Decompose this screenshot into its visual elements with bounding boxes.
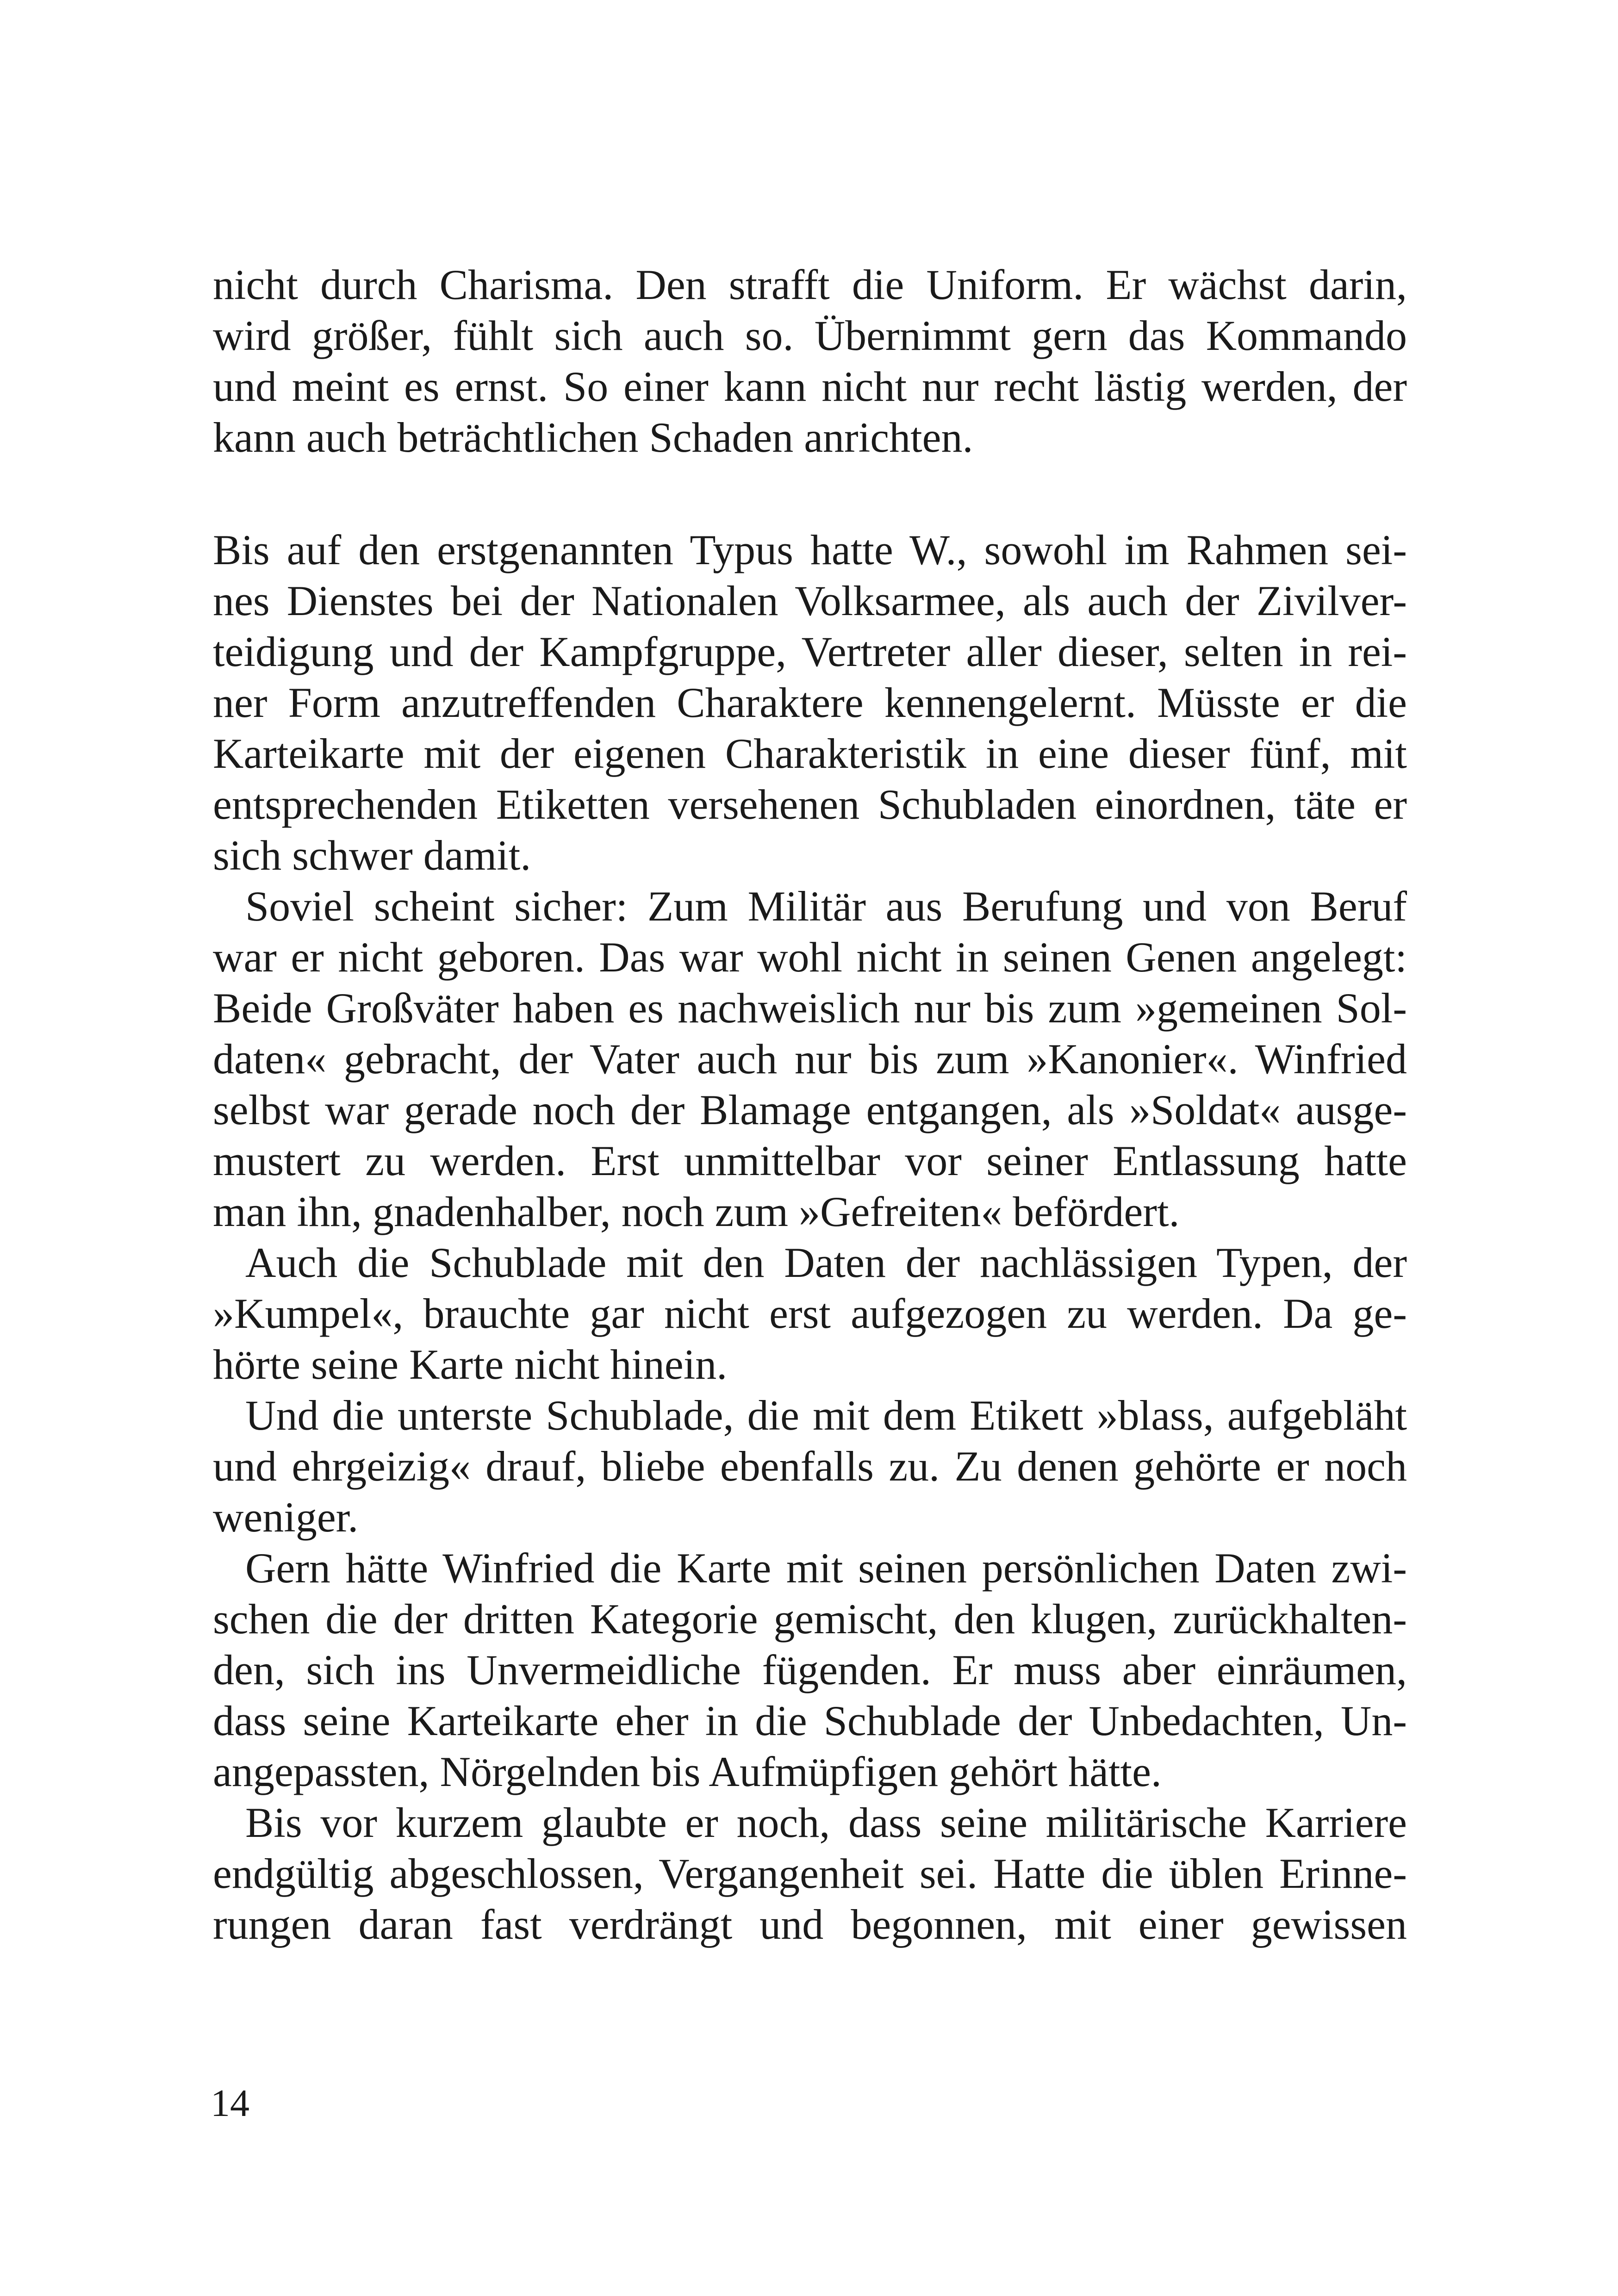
text-line: Gern hätte Winfried die Karte mit seinen persönlichen Daten zwi- bbox=[245, 1544, 1407, 1592]
paragraph bbox=[213, 1797, 1407, 1950]
text-line: mustert zu werden. Erst unmittelbar vor seiner Entlassung hatte bbox=[213, 1137, 1407, 1184]
text-line: teidigung und der Kampfgruppe, Vertreter aller dieser, selten in rei- bbox=[213, 628, 1407, 675]
text-line: entsprechenden Etiketten versehenen Schubladen einordnen, täte er bbox=[213, 781, 1407, 828]
text-line: endgültig abgeschlossen, Vergangenheit sei. Hatte die üblen Erinne- bbox=[213, 1850, 1407, 1897]
text-line: ner Form anzutreffenden Charaktere kennengelernt. Müsste er die bbox=[213, 679, 1407, 726]
text-line: schen die der dritten Kategorie gemischt, den klugen, zurückhalten- bbox=[213, 1595, 1407, 1643]
paragraph bbox=[213, 1390, 1407, 1543]
page-number: 14 bbox=[211, 2082, 249, 2125]
text-line: »Kumpel«, brauchte gar nicht erst aufgezogen zu werden. Da ge- bbox=[213, 1290, 1407, 1337]
text-line: sich schwer damit. bbox=[213, 832, 531, 879]
text-line: weniger. bbox=[213, 1493, 359, 1541]
text-line: Beide Großväter haben es nachweislich nur bis zum »gemeinen Sol- bbox=[213, 984, 1407, 1032]
text-line: und ehrgeizig« drauf, bliebe ebenfalls zu. Zu denen gehörte er noch bbox=[213, 1443, 1407, 1490]
text-line: Und die unterste Schublade, die mit dem Etikett »blass, aufgebläht bbox=[245, 1392, 1407, 1439]
text-line: wird größer, fühlt sich auch so. Übernimmt gern das Kommando bbox=[213, 312, 1407, 359]
paragraph bbox=[213, 259, 1407, 463]
text-line: und meint es ernst. So einer kann nicht nur recht lästig werden, der bbox=[213, 363, 1407, 410]
text-line: selbst war gerade noch der Blamage entgangen, als »Soldat« ausge- bbox=[213, 1086, 1407, 1133]
text-line: Auch die Schublade mit den Daten der nachlässigen Typen, der bbox=[245, 1239, 1407, 1286]
text-line: kann auch beträchtlichen Schaden anrichten. bbox=[213, 414, 973, 461]
text-line: daten« gebracht, der Vater auch nur bis zum »Kanonier«. Winfried bbox=[213, 1035, 1407, 1083]
text-line: Soviel scheint sicher: Zum Militär aus Berufung und von Beruf bbox=[245, 883, 1407, 930]
paragraph bbox=[213, 524, 1407, 881]
text-line: Bis auf den erstgenannten Typus hatte W., sowohl im Rahmen sei- bbox=[213, 526, 1407, 573]
paragraph bbox=[213, 881, 1407, 1237]
text-line: hörte seine Karte nicht hinein. bbox=[213, 1341, 728, 1388]
book-page-text bbox=[213, 259, 1407, 1950]
text-line: dass seine Karteikarte eher in die Schublade der Unbedachten, Un- bbox=[213, 1697, 1407, 1744]
text-line: Karteikarte mit der eigenen Charakteristik in eine dieser fünf, mit bbox=[213, 730, 1407, 777]
paragraph bbox=[213, 1543, 1407, 1797]
paragraph bbox=[213, 1237, 1407, 1390]
text-line: Bis vor kurzem glaubte er noch, dass seine militärische Karriere bbox=[245, 1799, 1407, 1846]
text-line: rungen daran fast verdrängt und begonnen, mit einer gewissen bbox=[213, 1901, 1407, 1948]
text-line: man ihn, gnadenhalber, noch zum »Gefreiten« befördert. bbox=[213, 1188, 1180, 1235]
text-line: angepassten, Nörgelnden bis Aufmüpfigen gehört hätte. bbox=[213, 1748, 1162, 1795]
text-line: den, sich ins Unvermeidliche fügenden. Er muss aber einräumen, bbox=[213, 1646, 1407, 1693]
text-line: war er nicht geboren. Das war wohl nicht in seinen Genen angelegt: bbox=[213, 933, 1407, 981]
text-line: nicht durch Charisma. Den strafft die Uniform. Er wächst darin, bbox=[213, 261, 1407, 308]
section-break bbox=[213, 463, 1407, 524]
text-line: nes Dienstes bei der Nationalen Volksarmee, als auch der Zivilver- bbox=[213, 577, 1407, 624]
